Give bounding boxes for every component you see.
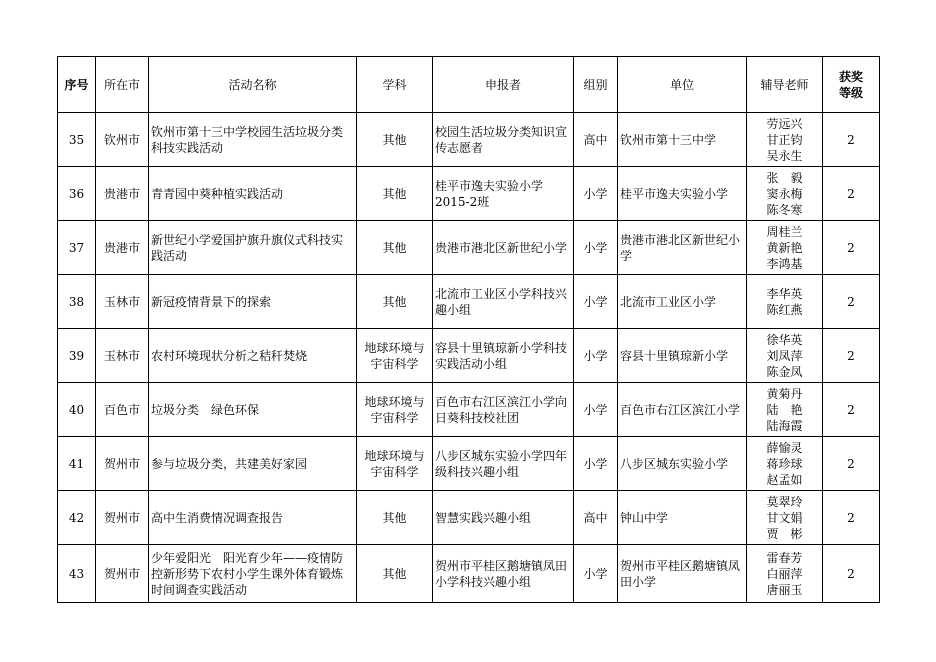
cell-teacher: 雷春芳 白丽萍 唐丽玉 xyxy=(747,545,823,603)
cell-teacher: 莫翠玲 甘文娟 贾 彬 xyxy=(747,491,823,545)
cell-city: 钦州市 xyxy=(96,113,149,167)
cell-group: 小学 xyxy=(574,221,618,275)
cell-subject: 地球环境与宇宙科学 xyxy=(357,437,433,491)
header-subject: 学科 xyxy=(357,57,433,113)
cell-no: 38 xyxy=(58,275,96,329)
cell-group: 高中 xyxy=(574,113,618,167)
table-row xyxy=(58,275,880,329)
cell-unit: 钟山中学 xyxy=(618,491,747,545)
cell-group: 小学 xyxy=(574,275,618,329)
cell-activity: 少年爱阳光 阳光育少年——疫情防控新形势下农村小学生课外体育锻炼时间调查实践活动 xyxy=(149,545,357,603)
cell-activity: 钦州市第十三中学校园生活垃圾分类科技实践活动 xyxy=(149,113,357,167)
cell-subject: 其他 xyxy=(357,221,433,275)
cell-applicant: 贵港市港北区新世纪小学 xyxy=(433,221,574,275)
cell-award: 2 xyxy=(823,545,880,603)
cell-applicant: 桂平市逸夫实验小学2015-2班 xyxy=(433,167,574,221)
table-row xyxy=(58,437,880,491)
cell-no: 41 xyxy=(58,437,96,491)
cell-award: 2 xyxy=(823,437,880,491)
cell-teacher: 周桂兰 黄新艳 李鸿基 xyxy=(747,221,823,275)
cell-award: 2 xyxy=(823,221,880,275)
cell-award: 2 xyxy=(823,329,880,383)
cell-award: 2 xyxy=(823,383,880,437)
cell-teacher: 劳远兴 甘正钧 吴永生 xyxy=(747,113,823,167)
table-row xyxy=(58,113,880,167)
header-applicant: 申报者 xyxy=(433,57,574,113)
cell-subject: 地球环境与宇宙科学 xyxy=(357,383,433,437)
cell-activity: 农村环境现状分析之秸秆焚烧 xyxy=(149,329,357,383)
table-row xyxy=(58,167,880,221)
cell-no: 42 xyxy=(58,491,96,545)
cell-award: 2 xyxy=(823,275,880,329)
cell-unit: 桂平市逸夫实验小学 xyxy=(618,167,747,221)
cell-group: 小学 xyxy=(574,329,618,383)
cell-unit: 八步区城东实验小学 xyxy=(618,437,747,491)
cell-city: 贵港市 xyxy=(96,221,149,275)
cell-unit: 贵港市港北区新世纪小学 xyxy=(618,221,747,275)
cell-applicant: 贺州市平桂区鹅塘镇凤田小学科技兴趣小组 xyxy=(433,545,574,603)
table-row xyxy=(58,329,880,383)
cell-unit: 贺州市平桂区鹅塘镇凤田小学 xyxy=(618,545,747,603)
award-table xyxy=(57,56,880,603)
cell-subject: 其他 xyxy=(357,275,433,329)
cell-no: 36 xyxy=(58,167,96,221)
cell-award: 2 xyxy=(823,491,880,545)
cell-subject: 其他 xyxy=(357,167,433,221)
cell-subject: 地球环境与宇宙科学 xyxy=(357,329,433,383)
cell-city: 玉林市 xyxy=(96,275,149,329)
cell-city: 贺州市 xyxy=(96,491,149,545)
cell-city: 贺州市 xyxy=(96,545,149,603)
cell-city: 贺州市 xyxy=(96,437,149,491)
header-city: 所在市 xyxy=(96,57,149,113)
cell-teacher: 徐华英 刘凤萍 陈金凤 xyxy=(747,329,823,383)
cell-subject: 其他 xyxy=(357,491,433,545)
cell-applicant: 百色市右江区滨江小学向日葵科技校社团 xyxy=(433,383,574,437)
table-row xyxy=(58,491,880,545)
cell-group: 小学 xyxy=(574,383,618,437)
header-group: 组别 xyxy=(574,57,618,113)
cell-group: 小学 xyxy=(574,437,618,491)
header-activity: 活动名称 xyxy=(149,57,357,113)
cell-teacher: 黄菊丹 陆 艳 陆海霞 xyxy=(747,383,823,437)
header-row xyxy=(58,57,880,113)
table-row xyxy=(58,221,880,275)
cell-group: 小学 xyxy=(574,167,618,221)
cell-activity: 新冠疫情背景下的探索 xyxy=(149,275,357,329)
cell-teacher: 李华英 陈红燕 xyxy=(747,275,823,329)
cell-city: 贵港市 xyxy=(96,167,149,221)
header-teacher: 辅导老师 xyxy=(747,57,823,113)
cell-no: 35 xyxy=(58,113,96,167)
cell-subject: 其他 xyxy=(357,113,433,167)
cell-activity: 青青园中葵种植实践活动 xyxy=(149,167,357,221)
cell-group: 高中 xyxy=(574,491,618,545)
cell-teacher: 张 毅 窦永梅 陈冬寒 xyxy=(747,167,823,221)
cell-unit: 容县十里镇琼新小学 xyxy=(618,329,747,383)
header-unit: 单位 xyxy=(618,57,747,113)
cell-applicant: 校园生活垃圾分类知识宣传志愿者 xyxy=(433,113,574,167)
cell-no: 39 xyxy=(58,329,96,383)
cell-subject: 其他 xyxy=(357,545,433,603)
cell-unit: 百色市右江区滨江小学 xyxy=(618,383,747,437)
cell-applicant: 容县十里镇琼新小学科技实践活动小组 xyxy=(433,329,574,383)
cell-group: 小学 xyxy=(574,545,618,603)
table-row xyxy=(58,383,880,437)
cell-applicant: 北流市工业区小学科技兴趣小组 xyxy=(433,275,574,329)
header-no: 序号 xyxy=(58,57,96,113)
cell-activity: 新世纪小学爱国护旗升旗仪式科技实践活动 xyxy=(149,221,357,275)
cell-applicant: 八步区城东实验小学四年级科技兴趣小组 xyxy=(433,437,574,491)
cell-activity: 高中生消费情况调查报告 xyxy=(149,491,357,545)
cell-activity: 参与垃圾分类，共建美好家园 xyxy=(149,437,357,491)
cell-no: 43 xyxy=(58,545,96,603)
cell-teacher: 薛愉灵 蒋珍球 赵孟如 xyxy=(747,437,823,491)
table-row xyxy=(58,545,880,603)
cell-award: 2 xyxy=(823,113,880,167)
cell-applicant: 智慧实践兴趣小组 xyxy=(433,491,574,545)
cell-unit: 北流市工业区小学 xyxy=(618,275,747,329)
header-award: 获奖 等级 xyxy=(823,57,880,113)
cell-city: 玉林市 xyxy=(96,329,149,383)
cell-no: 37 xyxy=(58,221,96,275)
cell-no: 40 xyxy=(58,383,96,437)
cell-unit: 钦州市第十三中学 xyxy=(618,113,747,167)
cell-activity: 垃圾分类 绿色环保 xyxy=(149,383,357,437)
cell-award: 2 xyxy=(823,167,880,221)
cell-city: 百色市 xyxy=(96,383,149,437)
